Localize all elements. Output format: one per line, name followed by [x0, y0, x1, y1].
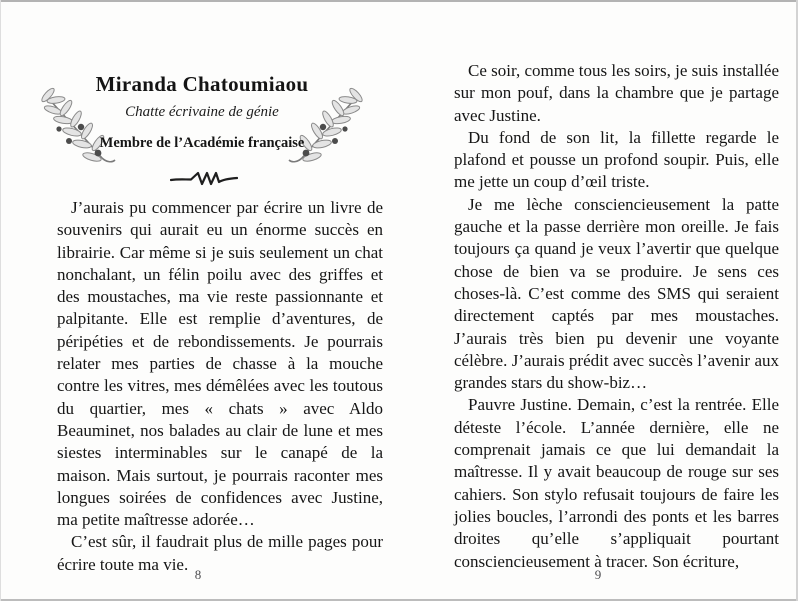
squiggle-divider-icon — [170, 170, 238, 188]
paragraph: Pauvre Justine. Demain, c’est la rentrée. Elle déteste l’école. L’année dernière, elle ne comprenait jamais ce que lui demandait la maîtresse. Il y avait beaucoup de rouge sur ses cahiers. Son stylo refusait toujours de faire les jolies boucles, l’arrondi des ponts et les barres droites qu’elle s’appliquait pourtant consciencieusement à tracer. Son écriture, — [454, 395, 779, 571]
paragraph: Du fond de son lit, la fillette regarde le plafond et pousse un profond soupir. Puis, elle me jette un coup d’œil triste. — [454, 127, 779, 192]
book-page-right — [399, 0, 798, 601]
author-membership: Membre de l’Académie française — [99, 135, 305, 151]
paragraph: C’est sûr, il faudrait plus de mille pages pour écrire toute ma vie. — [57, 532, 383, 574]
paragraph: J’aurais pu commencer par écrire un livre de souvenirs qui aurait eu un énorme succès en librairie. Car même si je suis seulement un chat nonchalant, un félin poilu avec des griffes et des moustaches, ma vie reste passionnante et palpitante. Elle est remplie d’aventures, de péripéties et de rebondissements. Je pourrais relater mes parties de chasse à la mouche contre les vitres, mes démêlées avec les toutous du quartier, mes « chats » avec Aldo Beauminet, nos balades au clair de lune et mes siestes interminables sur le canapé de la maison. Mais surtout, je pourrais raconter mes longues soirées de confidences avec Justine, ma petite maîtresse adorée… — [57, 198, 383, 530]
right-page-text — [454, 60, 779, 573]
olive-branch-left-icon — [36, 86, 116, 176]
left-page-text — [57, 197, 383, 576]
author-name: Miranda Chatoumiaou — [95, 72, 309, 96]
olive-branch-right-icon — [288, 86, 368, 176]
author-role: Chatte écrivaine de génie — [125, 104, 279, 120]
page-number-right: 9 — [594, 567, 602, 582]
page-number-left: 8 — [194, 567, 202, 582]
paragraph: Ce soir, comme tous les soirs, je suis installée sur mon pouf, dans la chambre que je partage avec Justine. — [454, 61, 779, 125]
paragraph: Je me lèche consciencieusement la patte gauche et la passe derrière mon oreille. Je fais toujours ça quand je veux l’avertir que quelque chose de bien va se produire. Je sens ces choses-là. C’est comme des SMS qui seraient directement captés par mes moustaches. J’aurais très bien pu devenir une voyante célèbre. J’aurais prédit avec succès l’avenir aux grandes stars du show-biz… — [454, 194, 779, 393]
